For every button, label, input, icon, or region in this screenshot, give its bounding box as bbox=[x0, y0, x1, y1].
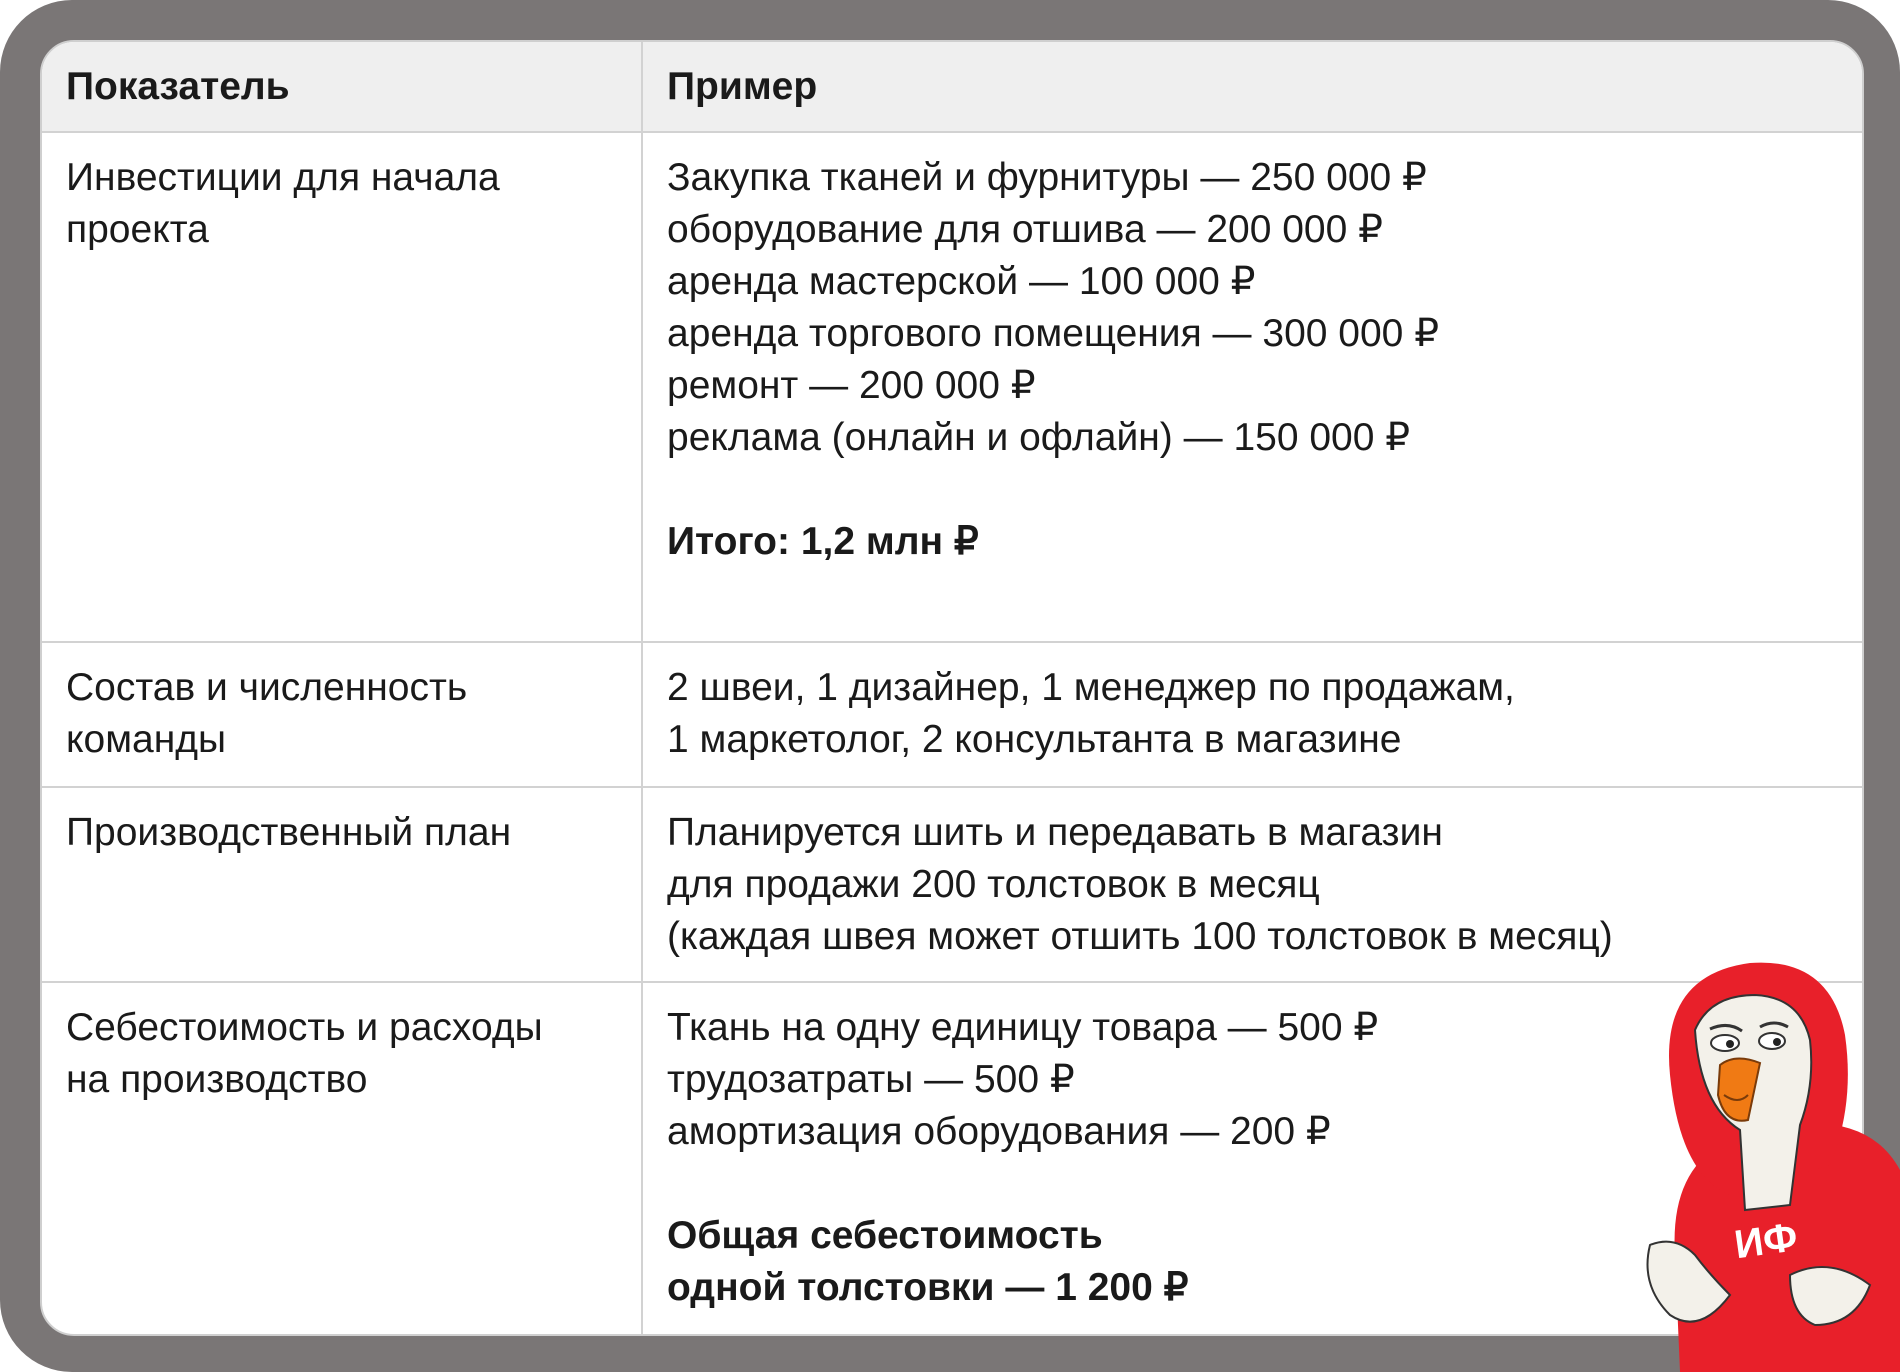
left-eye bbox=[1711, 1035, 1739, 1051]
total-line: Общая себестоимость bbox=[667, 1214, 1103, 1257]
example-line: Планируется шить и передавать в магазин bbox=[667, 811, 1443, 854]
table-card bbox=[40, 40, 1864, 1336]
example-line: трудозатраты — 500 ₽ bbox=[667, 1058, 1075, 1101]
example-cell bbox=[642, 642, 1862, 787]
indicator-line: Себестоимость и расходы bbox=[66, 1006, 543, 1049]
header-indicator: Показатель bbox=[42, 42, 642, 132]
indicator-line: на производство bbox=[66, 1058, 368, 1101]
example-line: 2 швеи, 1 дизайнер, 1 менеджер по продажам, bbox=[667, 666, 1515, 709]
example-line: амортизация оборудования — 200 ₽ bbox=[667, 1110, 1331, 1153]
indicator-line: команды bbox=[66, 718, 227, 761]
goose-mascot-illustration bbox=[1640, 955, 1900, 1372]
business-plan-table bbox=[42, 42, 1862, 1334]
example-line: (каждая швея может отшить 100 толстовок в месяц) bbox=[667, 915, 1613, 958]
table-row-production-plan bbox=[42, 787, 1862, 982]
example-line: аренда мастерской — 100 000 ₽ bbox=[667, 260, 1256, 303]
right-eye bbox=[1759, 1033, 1785, 1049]
total-line: Итого: 1,2 млн ₽ bbox=[667, 520, 979, 563]
indicator-cell bbox=[42, 982, 642, 1334]
header-example: Пример bbox=[642, 42, 1862, 132]
example-line: для продажи 200 толстовок в месяц bbox=[667, 863, 1320, 906]
total-line: одной толстовки — 1 200 ₽ bbox=[667, 1266, 1189, 1309]
indicator-line: проекта bbox=[66, 208, 209, 251]
example-line: реклама (онлайн и офлайн) — 150 000 ₽ bbox=[667, 416, 1411, 459]
example-cell bbox=[642, 787, 1862, 982]
example-line: ремонт — 200 000 ₽ bbox=[667, 364, 1036, 407]
indicator-line: Производственный план bbox=[66, 811, 512, 854]
table-row-investments bbox=[42, 132, 1862, 642]
indicator-cell bbox=[42, 787, 642, 982]
example-line: оборудование для отшива — 200 000 ₽ bbox=[667, 208, 1383, 251]
indicator-cell bbox=[42, 132, 642, 642]
example-line: Закупка тканей и фурнитуры — 250 000 ₽ bbox=[667, 156, 1427, 199]
table-header-row bbox=[42, 42, 1862, 132]
indicator-cell bbox=[42, 642, 642, 787]
example-line: 1 маркетолог, 2 консультанта в магазине bbox=[667, 718, 1402, 761]
indicator-line: Состав и численность bbox=[66, 666, 468, 709]
indicator-line: Инвестиции для начала bbox=[66, 156, 500, 199]
example-cell bbox=[642, 132, 1862, 642]
example-line: Ткань на одну единицу товара — 500 ₽ bbox=[667, 1006, 1379, 1049]
hoodie-logo: ИФ bbox=[1731, 1214, 1801, 1268]
example-line: аренда торгового помещения — 300 000 ₽ bbox=[667, 312, 1440, 355]
table-row-cost bbox=[42, 982, 1862, 1334]
table-row-team bbox=[42, 642, 1862, 787]
